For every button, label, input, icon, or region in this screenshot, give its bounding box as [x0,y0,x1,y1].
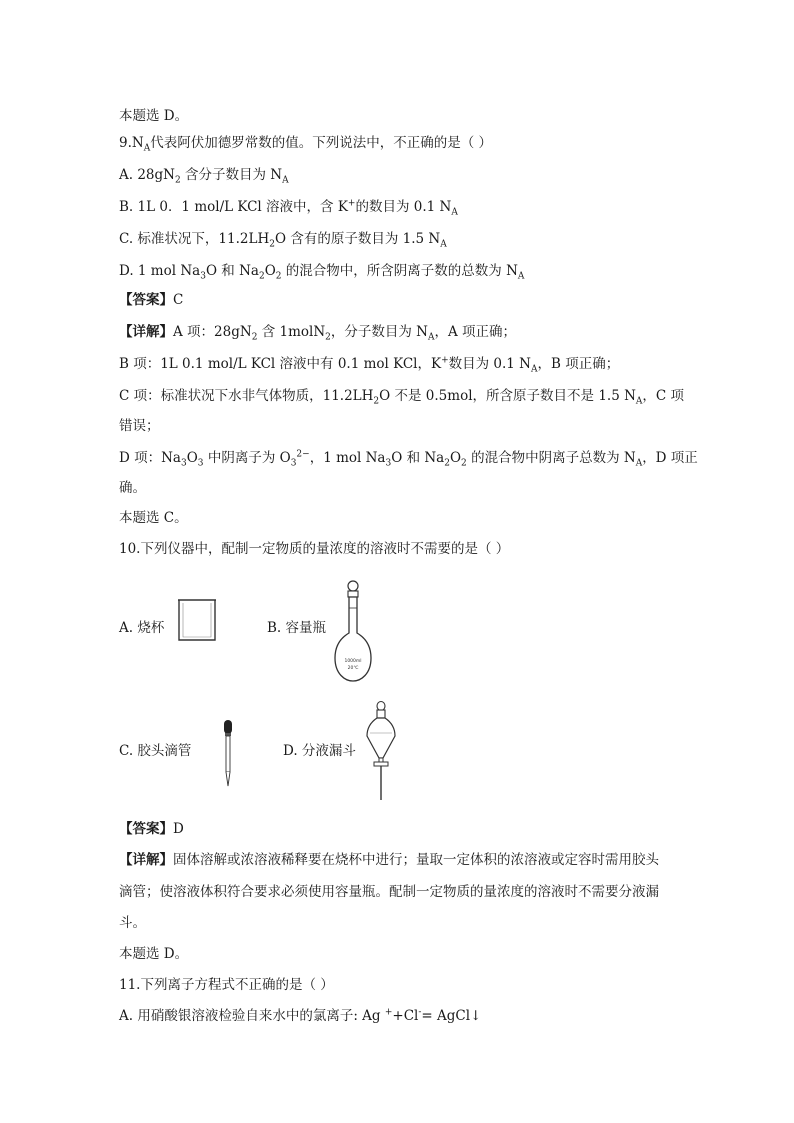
q10-option-b-label: B. 容量瓶 [267,620,327,636]
q9-explanation-2: B 项：1L 0.1 mol/L KCl 溶液中有 0.1 mol KCl，K+数目为 0.1 $N_A$，B 项正确； [119,355,620,375]
q10-option-a-label: A. 烧杯 [119,620,165,636]
q9-option-c: C. 标准状况下，$11.2LH_2O$ 含有的原子数目为 1.5 $N_A$ [119,231,447,250]
q9-explanation-4: 错误； [119,418,160,434]
question-10-stem: 10.下列仪器中，配制一定物质的量浓度的溶液时不需要的是（ ） [119,541,510,557]
q9-explanation-1: 【详解】A 项：$28gN_2$ 含 1molN$_2$，分子数目为 $N_A$，A 项正确； [119,324,517,343]
q9-explanation-5: D 项：$Na_3O_3$ 中阴离子为 $O_3^{2-}$，1 mol $Na_3O$ 和 $Na_2O_2$ 的混合物中阴离子总数为 $N_A$，D 项正 [119,449,698,469]
q10-option-c-label: C. 胶头滴管 [119,743,192,759]
beaker-icon [175,597,219,643]
q9-explanation-6: 确。 [119,480,146,496]
volumetric-flask-icon [333,578,373,684]
q10-answer: 【答案】D [119,821,184,837]
conclusion-q9: 本题选 C。 [119,510,188,526]
conclusion-q8: 本题选 D。 [119,108,189,124]
q9-option-a: A. $28gN_2$ 含分子数目为 $N_A$ [119,167,289,186]
question-11-stem: 11.下列离子方程式不正确的是（ ） [119,977,334,993]
separatory-funnel-icon [364,700,398,804]
dropper-icon [221,718,235,788]
q9-explanation-3: C 项：标准状况下水非气体物质，$11.2LH_2O$ 不是 0.5mol，所含原子数目不是 1.5 $N_A$，C 项 [119,388,685,407]
q9-option-b: B. 1L 0．1 mol/L KCl 溶液中，含 K+的数目为 0.1 $N_A$ [119,198,458,218]
q10-option-d-label: D. 分液漏斗 [283,743,356,759]
q11-option-a: A. 用硝酸银溶液检验自来水中的氯离子: Ag ++Cl-= AgCl↓ [119,1007,482,1024]
q10-explanation-3: 斗。 [119,915,146,931]
q10-explanation-2: 滴管；使溶液体积符合要求必须使用容量瓶。配制一定物质的量浓度的溶液时不需要分液漏 [119,884,659,900]
q10-explanation-1: 【详解】固体溶解或浓溶液稀释要在烧杯中进行；量取一定体积的浓溶液或定容时需用胶头 [119,852,659,868]
question-9-stem: $9.N_A$代表阿伏加德罗常数的值。下列说法中，不正确的是（ ） [119,135,492,154]
q9-option-d: D. 1 mol $Na_3O$ 和 $Na_2O_2$ 的混合物中，所含阴离子数的总数为 $N_A$ [119,263,525,282]
q9-answer: 【答案】C [119,292,184,308]
flask-mark-1: 1000ml [344,659,362,664]
conclusion-q10: 本题选 D。 [119,946,189,962]
flask-mark-2: 20℃ [347,666,359,671]
